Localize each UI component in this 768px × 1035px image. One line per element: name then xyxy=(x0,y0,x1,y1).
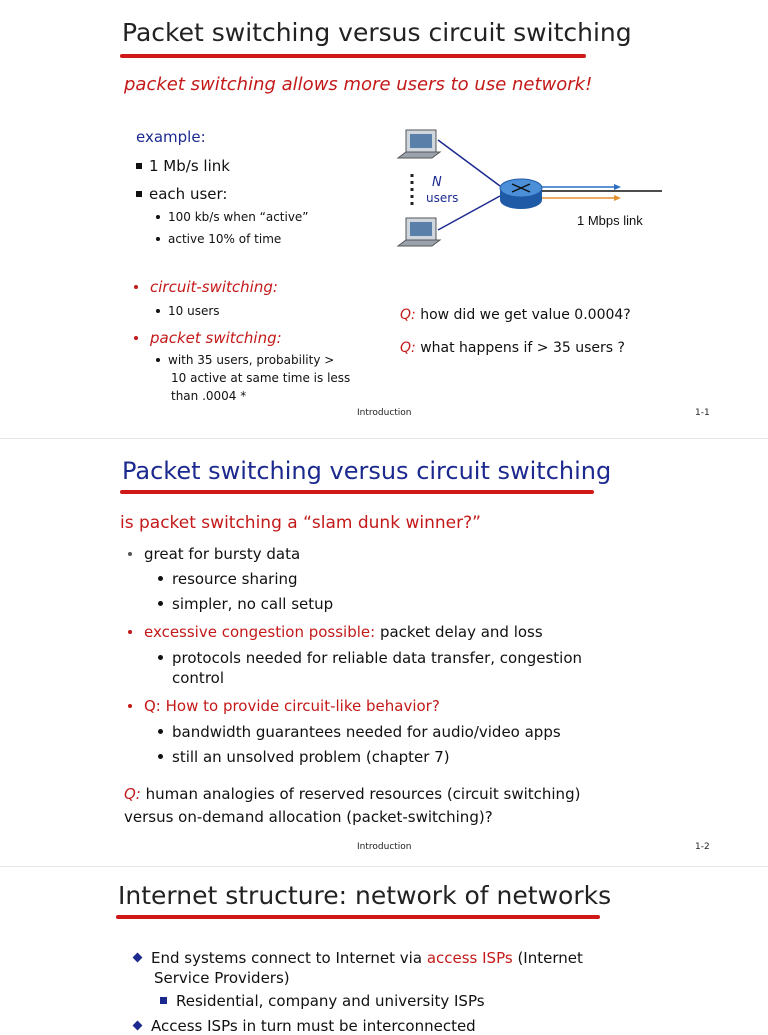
dot-bullet-icon xyxy=(158,729,163,734)
dot-bullet-icon xyxy=(128,704,132,708)
computer-icon xyxy=(398,130,440,158)
slide-3 xyxy=(0,866,768,1035)
list-item: Access ISPs in turn must be interconnected xyxy=(134,1017,476,1035)
slide-title: Packet switching versus circuit switching xyxy=(122,18,632,47)
footer-label: Introduction xyxy=(357,842,412,852)
list-item: still an unsolved problem (chapter 7) xyxy=(158,748,450,766)
dot-bullet-icon xyxy=(158,655,163,660)
list-item: 100 kb/s when “active” xyxy=(156,210,309,224)
square-bullet-icon xyxy=(160,997,167,1004)
list-item: Q: How to provide circuit-like behavior? xyxy=(128,697,440,715)
discussion-question-continuation: versus on-demand allocation (packet-switching)? xyxy=(124,808,493,826)
slide-question: is packet switching a “slam dunk winner?” xyxy=(120,513,481,533)
list-item: active 10% of time xyxy=(156,232,281,246)
slide-title: Packet switching versus circuit switching xyxy=(122,457,612,485)
list-item: protocols needed for reliable data transfer, congestion xyxy=(158,649,582,667)
list-item-continuation: than .0004 * xyxy=(171,389,247,403)
arrow-right-icon xyxy=(614,195,621,201)
page-number: 1-2 xyxy=(695,842,710,852)
arrow-right-icon xyxy=(614,184,621,190)
list-item: with 35 users, probability > xyxy=(156,353,334,367)
list-item: resource sharing xyxy=(158,570,298,588)
diamond-bullet-icon xyxy=(133,1021,143,1031)
n-label: N xyxy=(432,175,442,190)
users-label: users xyxy=(426,191,459,205)
question-2: Q: what happens if > 35 users ? xyxy=(400,340,625,356)
list-item: Residential, company and university ISPs xyxy=(160,992,485,1010)
list-item: 10 users xyxy=(156,304,220,318)
dot-bullet-icon xyxy=(156,358,160,362)
slide-title: Internet structure: network of networks xyxy=(118,881,612,910)
list-item-continuation: Service Providers) xyxy=(154,969,290,987)
link-label: 1 Mbps link xyxy=(577,213,643,228)
router-icon xyxy=(500,179,542,209)
list-item: each user: xyxy=(136,185,227,203)
dot-bullet-icon xyxy=(128,552,132,556)
square-bullet-icon xyxy=(136,191,142,197)
example-label: example: xyxy=(136,128,206,146)
square-bullet-icon xyxy=(136,163,142,169)
dot-bullet-icon xyxy=(158,576,163,581)
dot-bullet-icon xyxy=(158,754,163,759)
list-item: End systems connect to Internet via access ISPs (Internet xyxy=(134,949,583,967)
title-underline xyxy=(120,490,594,494)
dot-bullet-icon xyxy=(158,601,163,606)
list-item: excessive congestion possible: packet delay and loss xyxy=(128,623,543,641)
list-item: packet switching: xyxy=(134,329,282,347)
list-item: 1 Mb/s link xyxy=(136,157,230,175)
dot-bullet-icon xyxy=(134,285,138,289)
discussion-question: Q: human analogies of reserved resources (circuit switching) xyxy=(124,785,581,803)
dot-bullet-icon xyxy=(128,630,132,634)
dot-bullet-icon xyxy=(156,309,160,313)
slide-2 xyxy=(0,438,768,859)
dot-bullet-icon xyxy=(134,336,138,340)
slide-1 xyxy=(0,0,768,430)
title-underline xyxy=(116,915,600,919)
access-link xyxy=(438,140,500,186)
list-item-continuation: control xyxy=(172,669,224,687)
slide-subtitle: packet switching allows more users to use network! xyxy=(124,74,593,95)
dot-bullet-icon xyxy=(156,237,160,241)
footer-label: Introduction xyxy=(357,408,412,418)
title-underline xyxy=(120,54,586,58)
question-1: Q: how did we get value 0.0004? xyxy=(400,307,631,323)
diamond-bullet-icon xyxy=(133,953,143,963)
list-item: bandwidth guarantees needed for audio/video apps xyxy=(158,723,561,741)
list-item: circuit-switching: xyxy=(134,278,278,296)
list-item: great for bursty data xyxy=(128,545,300,563)
computer-icon xyxy=(398,218,440,246)
list-item-continuation: 10 active at same time is less xyxy=(171,371,351,385)
list-item: simpler, no call setup xyxy=(158,595,333,613)
network-diagram xyxy=(392,124,682,254)
page-number: 1-1 xyxy=(695,408,710,418)
dot-bullet-icon xyxy=(156,215,160,219)
